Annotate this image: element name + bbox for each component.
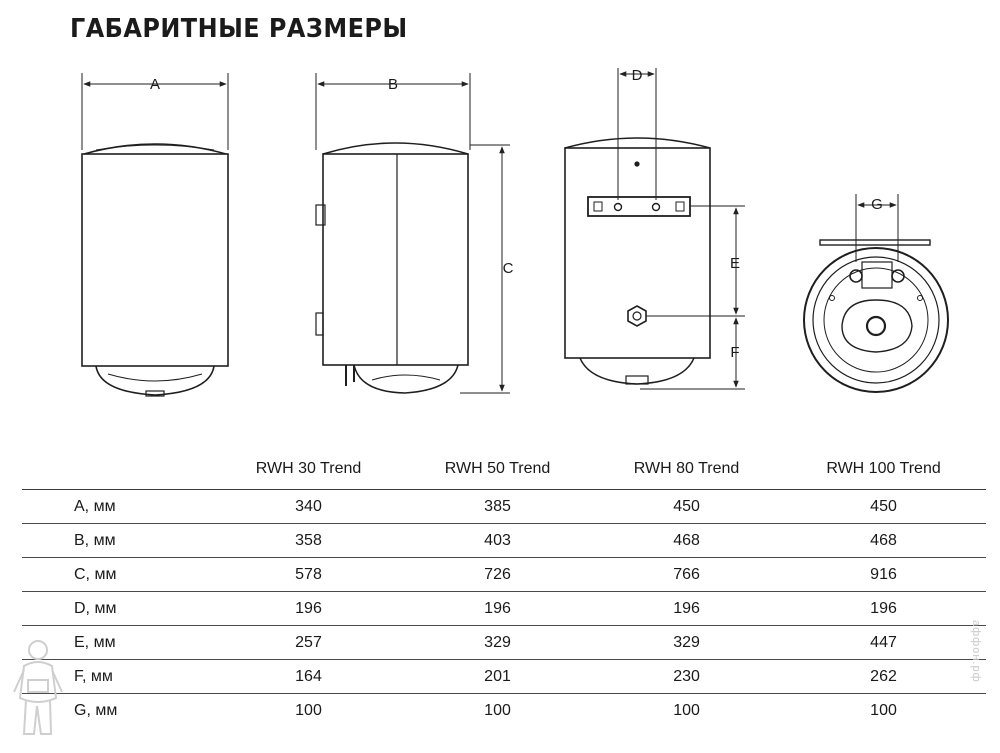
front-view xyxy=(82,73,228,396)
bottom-view xyxy=(804,194,948,392)
dim-label-g: G xyxy=(871,196,883,213)
table-cell: 164 xyxy=(214,660,403,694)
table-cell: 196 xyxy=(781,592,986,626)
table-cell: 329 xyxy=(592,626,781,660)
table-cell: 578 xyxy=(214,558,403,592)
table-cell: 230 xyxy=(592,660,781,694)
table-cell: 340 xyxy=(214,490,403,524)
plumber-mascot-icon xyxy=(8,636,68,746)
table-header-cell: RWH 30 Trend xyxy=(214,449,403,490)
table-cell: 916 xyxy=(781,558,986,592)
table-cell: 262 xyxy=(781,660,986,694)
table-header-cell xyxy=(22,449,214,490)
table-cell: 468 xyxy=(781,524,986,558)
table-cell: 766 xyxy=(592,558,781,592)
table-cell: 385 xyxy=(403,490,592,524)
table-header-cell: RWH 80 Trend xyxy=(592,449,781,490)
dim-label-b: B xyxy=(387,76,399,93)
table-param-cell: B, мм xyxy=(22,524,214,558)
table-cell: 100 xyxy=(484,701,511,719)
table-param-cell: C, мм xyxy=(22,558,214,592)
table-cell: 450 xyxy=(592,490,781,524)
table-param-cell: F, мм xyxy=(22,660,214,694)
table-cell: 257 xyxy=(214,626,403,660)
watermark-text: аффон.рф xyxy=(970,620,982,683)
table-cell: 100 xyxy=(870,701,897,719)
table-header-cell: RWH 100 Trend xyxy=(781,449,986,490)
table-header-cell: RWH 50 Trend xyxy=(403,449,592,490)
side-view xyxy=(316,73,510,393)
table-param-cell: G, мм xyxy=(74,701,118,719)
table-cell: 196 xyxy=(592,592,781,626)
table-cell: 403 xyxy=(403,524,592,558)
table-cell: 329 xyxy=(403,626,592,660)
table-row xyxy=(22,660,986,694)
table-cell: 726 xyxy=(403,558,592,592)
table-row xyxy=(22,524,986,558)
dim-label-a: A xyxy=(149,76,161,93)
dim-label-c: C xyxy=(502,260,514,277)
back-view xyxy=(565,68,745,389)
table-cell: 358 xyxy=(214,524,403,558)
table-cell: 201 xyxy=(403,660,592,694)
dim-label-d: D xyxy=(631,67,643,84)
table-cell: 100 xyxy=(295,701,322,719)
table-row xyxy=(22,592,986,626)
table-param-cell: D, мм xyxy=(22,592,214,626)
table-param-cell: A, мм xyxy=(22,490,214,524)
table-cell: 447 xyxy=(781,626,986,660)
table-cell: 468 xyxy=(592,524,781,558)
table-header-row xyxy=(22,449,986,490)
dim-label-f: F xyxy=(730,344,740,361)
dim-label-e: E xyxy=(729,255,741,272)
table-row xyxy=(22,694,986,728)
table-row xyxy=(22,626,986,660)
table-cell: 196 xyxy=(403,592,592,626)
table-row xyxy=(22,490,986,524)
table-cell: 196 xyxy=(214,592,403,626)
table-cell: 450 xyxy=(781,490,986,524)
dimensions-table xyxy=(22,449,986,727)
table-cell: 100 xyxy=(673,701,700,719)
table-param-cell: E, мм xyxy=(22,626,214,660)
table-row xyxy=(22,558,986,592)
page-title: ГАБАРИТНЫЕ РАЗМЕРЫ xyxy=(70,14,408,44)
